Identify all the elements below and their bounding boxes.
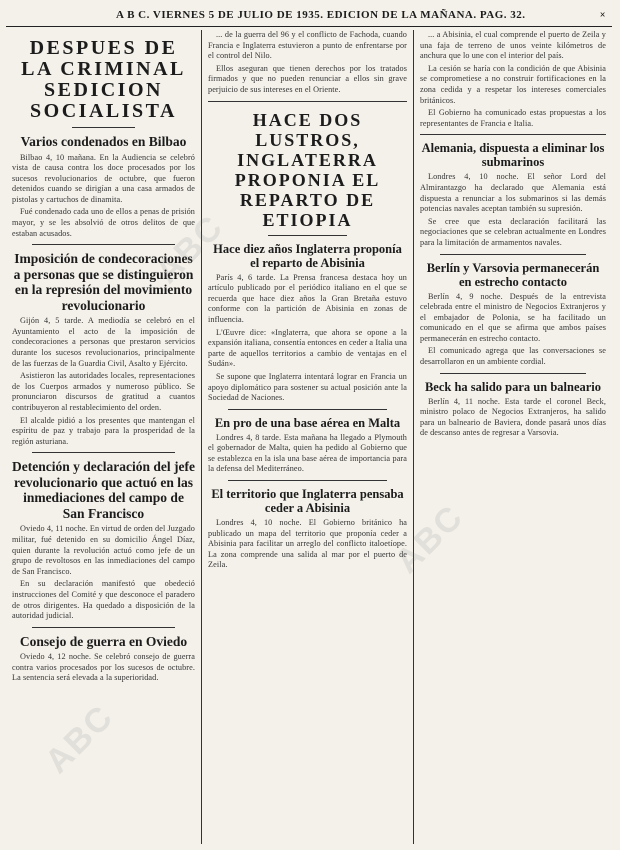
article-title-territorio: El territorio que Inglaterra pensaba ceder a Abisinia xyxy=(211,487,404,516)
article-paragraph: ... a Abisinia, el cual comprende el puerto de Zeila y una faja de terreno de unos veinte kilómetros de anchura que lo une con el interior del país. xyxy=(420,30,606,61)
divider xyxy=(32,452,175,453)
headline-etiopia: HACE DOS LUSTROS, INGLATERRA PROPONIA EL REPARTO DE ETIOPIA xyxy=(234,109,381,230)
article-title-condecoraciones: Imposición de condecoraciones a personas que se distinguieron en la represión del movimiento revolucionario xyxy=(13,251,194,313)
article-paragraph: En su declaración manifestó que obedeció instrucciones del Comité y que desconoce el paradero de otros dirigentes. Ha quedado a disposición de la autoridad judicial. xyxy=(12,579,195,621)
masthead-text: A B C. VIERNES 5 DE JULIO DE 1935. EDICION DE LA MAÑANA. PAG. 32. xyxy=(116,9,526,21)
column-3 xyxy=(414,30,612,844)
divider xyxy=(208,101,407,102)
article-paragraph: El alcalde pidió a los presentes que mantengan el espíritu de paz y trabajo para la prosperidad de la región asturiana. xyxy=(12,415,195,446)
article-paragraph: Asistieron las autoridades locales, representaciones de los Cuerpos armados y numeroso público. Se pronunciaron discursos de gratitud a cuantos contribuyeron al restablecimiento del orden. xyxy=(12,371,195,412)
watermark-text: ABC xyxy=(147,207,232,291)
article-title-malta: En pro de una base aérea en Malta xyxy=(214,415,401,430)
divider xyxy=(228,480,387,481)
headline-sedicion: DESPUES DE LA CRIMINAL SEDICION SOCIALISTA xyxy=(21,37,186,122)
article-title-reparto: Hace diez años Inglaterra proponía el reparto de Abisinia xyxy=(213,241,402,270)
article-title-bilbao: Varios condenados en Bilbao xyxy=(20,134,187,149)
article-paragraph: Berlín 4, 9 noche. Después de la entrevista celebrada entre el ministro de Negocios Extranjeros y el embajador de Polonia, se ha facilitado un comunicado en el que se afirma que ambos países permanecerán en estrecho contacto. xyxy=(420,291,606,343)
article-title-beck: Beck ha salido para un balneario xyxy=(424,379,602,394)
article-paragraph: Berlín 4, 11 noche. Esta tarde el coronel Beck, ministro polaco de Negocios Extranjeros, ha salido para un balneario de Baviera, donde pasará unos días de descanso antes de regresar a Varsovia. xyxy=(420,396,606,438)
article-paragraph: Ellos aseguran que tienen derechos por los tratados firmados y que no pueden renunciar a ellos sin grave perjuicio de sus intereses en el Oriente. xyxy=(208,63,407,94)
article-paragraph: Se supone que Inglaterra intentará lograr en Francia un apoyo diplomático para sostener su actual posición ante la Sociedad de Naciones. xyxy=(208,371,407,403)
article-paragraph: Fué condenado cada uno de ellos a penas de prisión mayor, y se les absolvió de otros delitos de que estaban acusados. xyxy=(12,207,195,238)
divider xyxy=(72,127,135,128)
article-paragraph: Bilbao 4, 10 mañana. En la Audiencia se celebró vista de causa contra los doce procesados por los sucesos revolucionarios de octubre, que fueron detenidos cuando se dirigían a una casa armados de pistolas y cartuchos de dinamita. xyxy=(12,152,195,204)
columns xyxy=(6,30,612,844)
column-2 xyxy=(202,30,414,844)
article-paragraph: Oviedo 4, 11 noche. En virtud de orden del Juzgado militar, fué detenido en su domicilio Ángel Díaz, quien durante la revolución actuó como jefe de un grupo de revoltosos en las inmediaciones del campo de San Francisco. xyxy=(12,524,195,576)
article-paragraph: L'Œuvre dice: «Inglaterra, que ahora se opone a la expansión italiana, consentía entonces en ceder a Italia una parte de aquellos territorios a cambio de ventajas en el Sudán». xyxy=(208,327,408,369)
divider xyxy=(440,373,586,374)
article-paragraph: París 4, 6 tarde. La Prensa francesa destaca hoy un artículo publicado por el periódico italiano en el que se recuerda que hace diez años la Gran Bretaña estuvo conforme con la partición de Abisinia en zonas de influencia. xyxy=(208,272,407,324)
article-paragraph: La cesión se haría con la condición de que Abisinia se comprometiese a no construir fortificaciones en la zona cedida y a respetar los intereses comerciales británicos. xyxy=(420,63,606,105)
divider xyxy=(32,627,175,628)
article-paragraph: Londres 4, 8 tarde. Esta mañana ha llegado a Plymouth el gobernador de Malta, quien ha pedido al Gobierno que se establezca en la isla una base aérea de importancia para la defensa del Mediterráneo. xyxy=(208,432,407,474)
article-paragraph: El comunicado agrega que las conversaciones se desarrollaron en un ambiente cordial. xyxy=(420,346,606,367)
watermark-text: ABC xyxy=(387,497,472,581)
watermark-text: ABC xyxy=(37,697,122,781)
divider xyxy=(420,134,606,135)
article-title-consejo: Consejo de guerra en Oviedo xyxy=(19,633,188,649)
divider xyxy=(228,409,387,410)
article-paragraph: Londres 4, 10 noche. El señor Lord del Almirantazgo ha declarado que Alemania está dispuesta a renunciar a los submarinos si las demás potencias navales aceptan también su supresión. xyxy=(420,172,606,214)
article-paragraph: Se cree que esta declaración facilitará las negociaciones que se celebran actualmente en Londres para la limitación de armamentos navales. xyxy=(420,216,606,247)
article-paragraph: El Gobierno ha comunicado estas propuestas a los representantes de Francia e Italia. xyxy=(420,108,606,128)
article-paragraph: ... de la guerra del 96 y el conflicto de Fachoda, cuando Francia e Inglaterra estuvieron a punto de enfrentarse por el control del Nilo. xyxy=(208,30,407,61)
divider xyxy=(268,235,347,236)
newspaper-page xyxy=(6,4,612,844)
divider xyxy=(440,254,586,255)
article-paragraph: Oviedo 4, 12 noche. Se celebró consejo de guerra contra varios procesados por los sucesos de octubre. La sentencia será elevada a la superioridad. xyxy=(12,652,195,683)
article-paragraph: Londres 4, 10 noche. El Gobierno británico ha publicado un mapa del territorio que proponía ceder a Abisinia para facilitar un arreglo del conflicto italoetíope. La zona comprende una salida al mar por el puerto de Zeila. xyxy=(208,518,407,570)
column-1 xyxy=(6,30,202,844)
divider xyxy=(32,244,175,245)
masthead xyxy=(6,4,612,27)
article-title-detencion: Detención y declaración del jefe revolucionario que actuó en las inmediaciones del campo de San Francisco xyxy=(12,459,195,521)
article-title-submarinos: Alemania, dispuesta a eliminar los submarinos xyxy=(421,141,605,170)
article-paragraph: Gijón 4, 5 tarde. A mediodía se celebró en el Ayuntamiento el acto de la imposición de condecoraciones a personas que prestaron servicios durante los sucesos revolucionarios, principalmente de las fuerzas de la Guardia Civil, Asalto y Ejército. xyxy=(12,316,195,368)
article-title-berlin-varsovia: Berlín y Varsovia permanecerán en estrecho contacto xyxy=(426,260,600,289)
masthead-mark: × xyxy=(599,9,606,21)
